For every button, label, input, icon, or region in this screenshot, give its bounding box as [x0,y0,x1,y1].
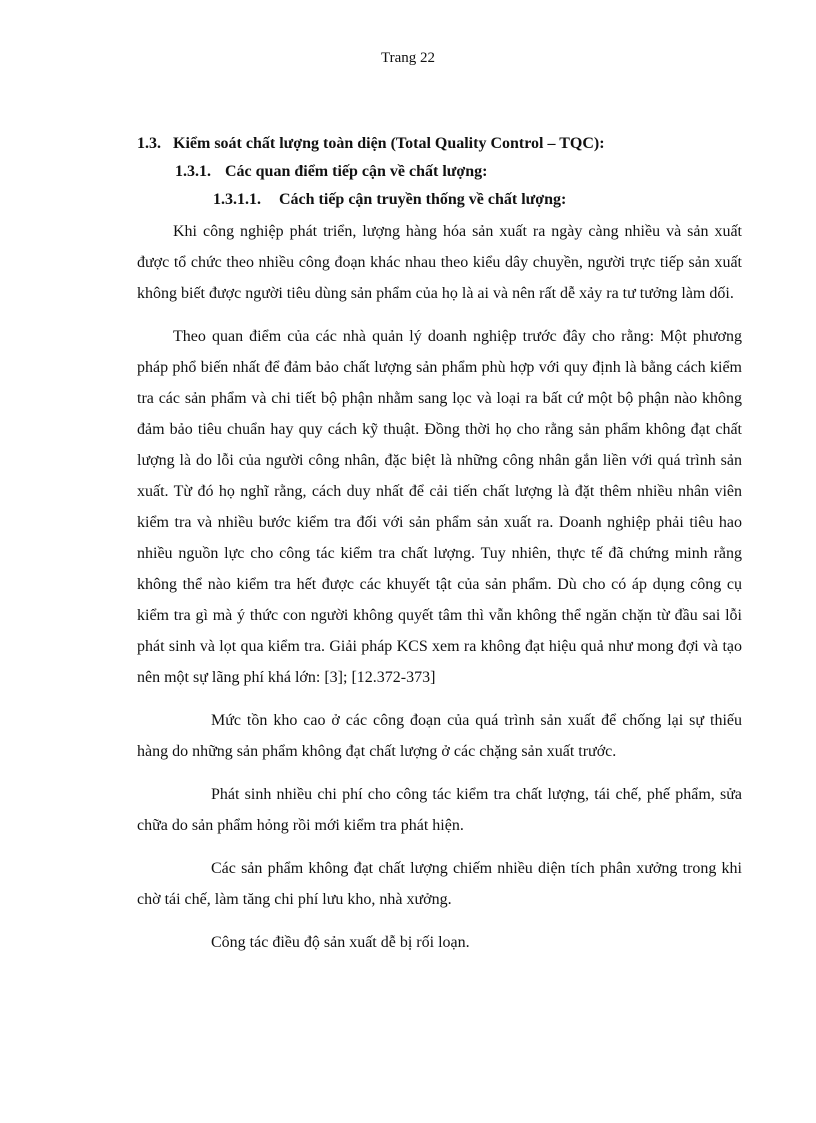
document-body [137,130,742,970]
paragraph: Công tác điều độ sản xuất dễ bị rối loạn. [211,934,470,951]
paragraph: Các sản phẩm không đạt chất lượng chiếm nhiều diện tích phân xưởng trong khi chờ tái chế, làm tăng chi phí lưu kho, nhà xưởng. [137,860,742,908]
subsection-number: 1.3.1. [175,163,211,180]
subsubsection-title: Cách tiếp cận truyền thống về chất lượng: [279,191,567,208]
subsubsection-heading [137,186,742,214]
subsection-title: Các quan điểm tiếp cận về chất lượng: [225,163,488,180]
section-heading [137,130,742,158]
paragraph: Theo quan điểm của các nhà quản lý doanh nghiệp trước đây cho rằng: Một phương pháp phổ biến nhất để đảm bảo chất lượng sản phẩm phù hợp với quy định là bằng cách kiểm tra các sản phẩm và chi tiết bộ phận nhằm sang lọc và loại ra bất cứ một bộ phận nào không đảm bảo tiêu chuẩn hay quy cách kỹ thuật. Đồng thời họ cho rằng sản phẩm không đạt chất lượng là do lỗi của người công nhân, đặc biệt là những công nhân gắn liền với quá trình sản xuất. Từ đó họ nghĩ rằng, cách duy nhất để cải tiến chất lượng là đặt thêm nhiều nhân viên kiểm tra và nhiều bước kiểm tra đối với sản phẩm sản xuất ra. Doanh nghiệp phải tiêu hao nhiều nguồn lực cho công tác kiểm tra chất lượng. Tuy nhiên, thực tế đã chứng minh rằng không thể nào kiểm tra hết được các khuyết tật của sản phẩm. Dù cho có áp dụng công cụ kiểm tra gì mà ý thức con người không quyết tâm thì vẫn không thể ngăn chặn từ đầu sai lỗi phát sinh và lọt qua kiểm tra. Giải pháp KCS xem ra không đạt hiệu quả như mong đợi và tạo nên một sự lãng phí khá lớn: [3]; [12.372-373] [137,328,742,686]
paragraph: Phát sinh nhiều chi phí cho công tác kiểm tra chất lượng, tái chế, phế phẩm, sửa chữa do sản phẩm hỏng rồi mới kiểm tra phát hiện. [137,786,742,834]
paragraph: Mức tồn kho cao ở các công đoạn của quá trình sản xuất để chống lại sự thiếu hàng do những sản phẩm không đạt chất lượng ở các chặng sản xuất trước. [137,712,742,760]
section-title: Kiểm soát chất lượng toàn diện (Total Quality Control – TQC): [173,135,605,152]
subsubsection-number: 1.3.1.1. [213,191,261,208]
section-number: 1.3. [137,135,161,152]
page-number: Trang 22 [380,50,436,66]
subsection-heading [137,158,742,186]
paragraph: Khi công nghiệp phát triển, lượng hàng hóa sản xuất ra ngày càng nhiều và sản xuất được tổ chức theo nhiều công đoạn khác nhau theo kiểu dây chuyền, người trực tiếp sản xuất không biết được người tiêu dùng sản phẩm của họ là ai và nên rất dễ xảy ra tư tưởng làm dối. [137,223,742,302]
